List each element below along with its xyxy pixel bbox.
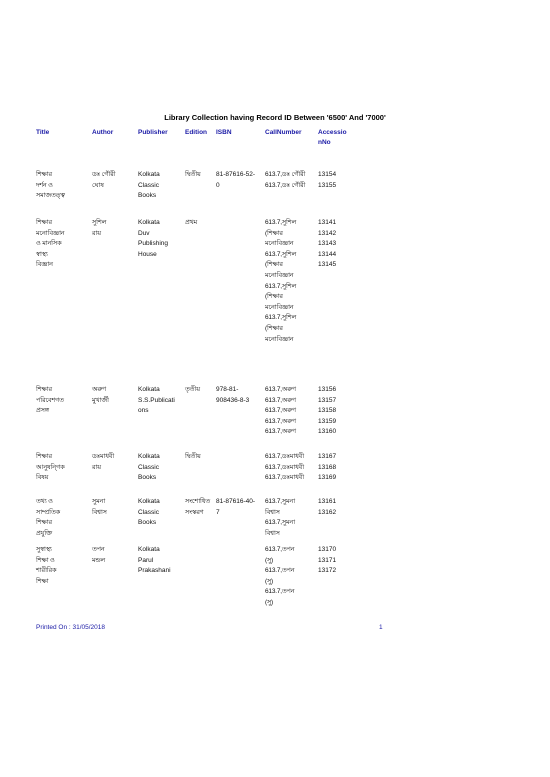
record-6-accession: 13170 13171 13172 <box>318 546 337 575</box>
record-3-publisher: Kolkata S.S.Publicati ons <box>138 386 175 415</box>
record-1-author: ডঃ গৌরী ঘোষ <box>92 171 116 189</box>
column-header-edition: Edition <box>185 129 208 136</box>
record-4-accession: 13167 13168 13169 <box>318 453 337 482</box>
column-header-publisher: Publisher <box>138 129 168 136</box>
record-3-edition: তৃতীয় <box>185 386 200 393</box>
record-2-publisher: Kolkata Duv Publishing House <box>138 219 168 258</box>
record-4-title: শিক্ষার আনুষন্গিক বিষয় <box>36 453 65 482</box>
record-3-accession: 13156 13157 13158 13159 13160 <box>318 386 337 436</box>
record-2-title: শিক্ষার মনোবিজ্ঞান ও মানসিক স্বাস্থ্য বিজ্ঞান <box>36 219 65 269</box>
record-1-callnumber: 613.7,ডঃ গৌরী 613.7,ডঃ গৌরী <box>265 171 306 189</box>
record-3-title: শিক্ষার পরিবেশগত প্রসঙ্গ <box>36 386 64 415</box>
record-4-author: ডঃমাধবী রায় <box>92 453 115 471</box>
column-header-accession: Accessio nNo <box>318 129 347 146</box>
record-1-edition: দ্বিতীয় <box>185 171 201 178</box>
record-3-author: অরুণ মুখার্জী <box>92 386 109 404</box>
record-4-edition: দ্বিতীয় <box>185 453 201 460</box>
record-2-author: সুশিল রায় <box>92 219 107 237</box>
record-1-isbn: 81-87616-52- 0 <box>216 171 256 189</box>
record-5-callnumber: 613.7,সুমনা বিশ্বাস 613.7,সুমনা বিশ্বাস <box>265 498 295 537</box>
record-4-callnumber: 613.7,ডঃমাধবী 613.7,ডঃমাধবী 613.7,ডঃমাধবী <box>265 453 304 482</box>
record-3-callnumber: 613.7,অরুণ 613.7,অরুণ 613.7,অরুণ 613.7,অরুণ 613.7,অরুণ <box>265 386 296 436</box>
record-2-accession: 13141 13142 13143 13144 13145 <box>318 219 337 269</box>
record-5-title: তথ্য ও সাম্প্রতিক শিক্ষার প্রযুক্তি <box>36 498 61 537</box>
record-2-callnumber: 613.7,সুশিল (শিক্ষার মনোবিজ্ঞান 613.7,সুশিল (শিক্ষার মনোবিজ্ঞান 613.7,সুশিল (শিক্ষার মনোবিজ্ঞান 613.7,সুশিল (শিক্ষার মনোবিজ্ঞান <box>265 219 297 343</box>
record-1-title: শিক্ষার দর্শন ও সমাজতত্ত্ব <box>36 171 65 200</box>
column-header-callnumber: CallNumber <box>265 129 302 136</box>
record-6-title: সুস্বাস্থ্য শিক্ষা ও শারীরিক শিক্ষা <box>36 546 57 585</box>
page-number: 1 <box>379 624 383 631</box>
column-header-author: Author <box>92 129 114 136</box>
record-6-callnumber: 613.7,তপন (সু) 613.7,তপন (সু) 613.7,তপন (সু) <box>265 546 295 606</box>
record-5-accession: 13161 13162 <box>318 498 337 516</box>
record-3-isbn: 978-81- 908436-8-3 <box>216 386 250 404</box>
printed-on-label: Printed On : 31/05/2018 <box>36 624 106 631</box>
record-6-publisher: Kolkata Parul Prakashani <box>138 546 171 575</box>
record-5-edition: সংশোধিত সংস্করণ <box>185 498 211 516</box>
record-1-accession: 13154 13155 <box>318 171 337 189</box>
column-header-isbn: ISBN <box>216 129 232 136</box>
record-5-author: সুমনা বিশ্বাস <box>92 498 107 516</box>
record-5-publisher: Kolkata Classic Books <box>138 498 160 527</box>
record-4-publisher: Kolkata Classic Books <box>138 453 160 482</box>
record-5-isbn: 81-87616-40- 7 <box>216 498 256 516</box>
report-title: Library Collection having Record ID Between '6500' And '7000' <box>164 113 386 122</box>
record-2-edition: প্রথম <box>185 219 198 226</box>
record-1-publisher: Kolkata Classic Books <box>138 171 160 200</box>
record-6-author: তপন মন্ডল <box>92 546 106 564</box>
column-header-title: Title <box>36 129 50 136</box>
